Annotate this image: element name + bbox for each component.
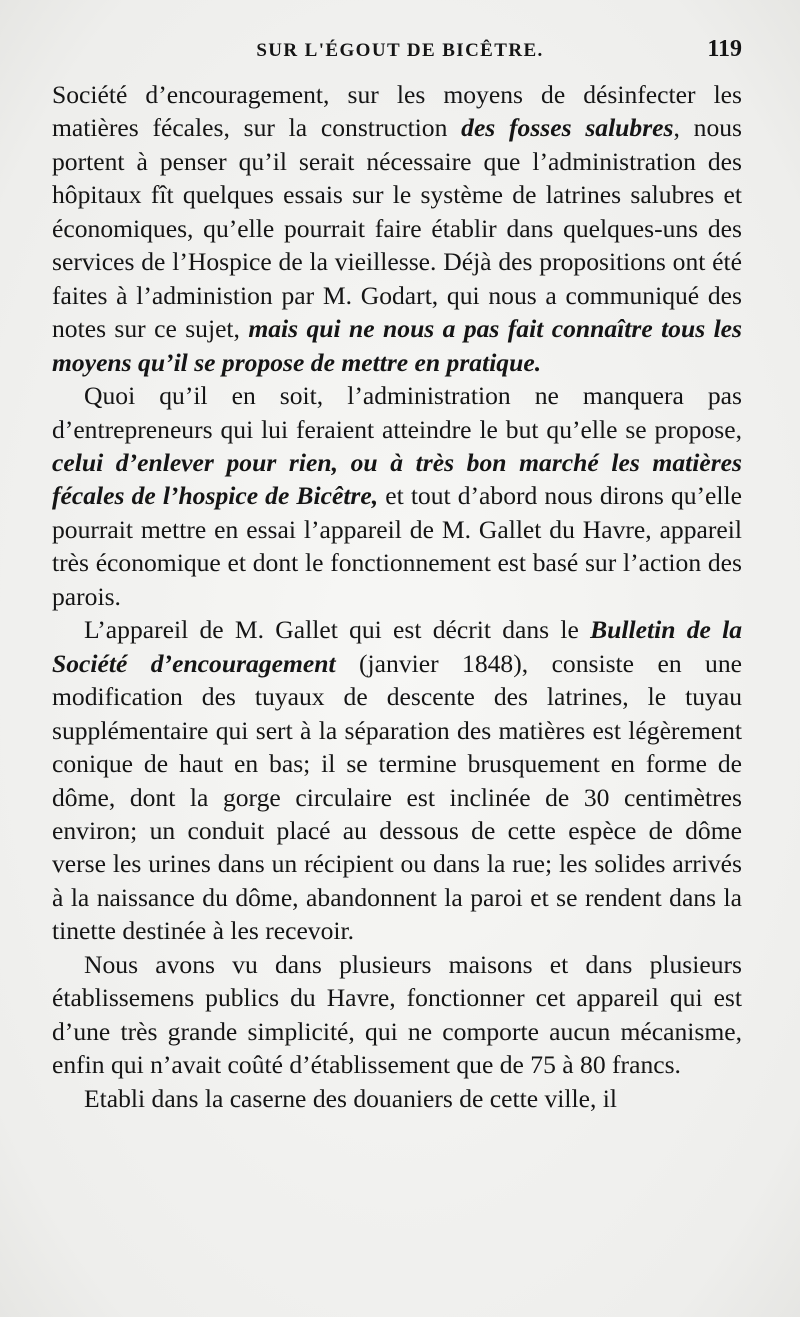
text-segment: Quoi qu’il en soit, l’administration ne manquera pas d’entrepreneurs qui lui feraient atteindre le but qu’elle se propose,	[52, 381, 742, 444]
paragraph	[52, 1082, 742, 1115]
paragraph	[52, 948, 742, 1082]
text-segment: et tout d’abord nous dirons qu’elle pourrait mettre en essai l’appareil de M. Gallet du Havre, appareil très économique et dont le fonctionnement est basé sur l’action des parois.	[52, 481, 742, 611]
italic-text-segment: celui d’enlever pour rien, ou à très bon marché les matières fécales de l’hospice de Bicêtre,	[52, 447, 742, 511]
body-text	[52, 78, 742, 1115]
text-segment: L’appareil de M. Gallet qui est décrit dans le	[84, 615, 591, 645]
text-segment: , nous portent à penser qu’il serait nécessaire que l’administration des hôpitaux fît quelques essais sur le système de latrines salubres et économiques, qu’elle pourrait faire établir dans quelques-uns des services de l’Hospice de la vieillesse. Déjà des propositions ont été faites à l’administion par M. Godart, qui nous a communiqué des notes sur ce sujet,	[52, 113, 742, 344]
text-segment: (janvier 1848), consiste en une modification des tuyaux de descente des latrines, le tuyau supplémentaire qui sert à la séparation des matières est légèrement conique de haut en bas; il se termine brusquement en forme de dôme, dont la gorge circulaire est inclinée de 30 centimètres environ; un conduit placé au dessous de cette espèce de dôme verse les urines dans un récipient ou dans la rue; les solides arrivés à la naissance du dôme, abandonnent la paroi et se rendent dans la tinette destinée à les recevoir.	[52, 648, 742, 946]
italic-text-segment: mais qui ne nous a pas fait connaître tous les moyens qu’il se propose de mettre en pratique.	[52, 314, 742, 377]
text-segment: Société d’encouragement, sur les moyens de désinfecter les matières fécales, sur la construction	[52, 80, 742, 143]
italic-text-segment: Bulletin de la Société d’encouragement	[52, 615, 743, 678]
paragraph	[52, 78, 742, 379]
paragraph	[52, 613, 742, 948]
text-segment: Nous avons vu dans plusieurs maisons et dans plusieurs établissemens publics du Havre, fonctionner cet appareil qui est d’une très grande simplicité, qui ne comporte aucun mécanisme, enfin qui n’avait coûté d’établissement que de 75 à 80 francs.	[52, 949, 742, 1080]
page-number: 119	[707, 36, 742, 62]
page-header	[52, 36, 748, 80]
italic-text-segment: des fosses salubres	[461, 113, 674, 143]
paragraph	[52, 379, 742, 613]
running-title: SUR L'ÉGOUT DE BICÊTRE.	[256, 40, 544, 61]
text-segment: Etabli dans la caserne des douaniers de cette ville, il	[84, 1083, 617, 1113]
